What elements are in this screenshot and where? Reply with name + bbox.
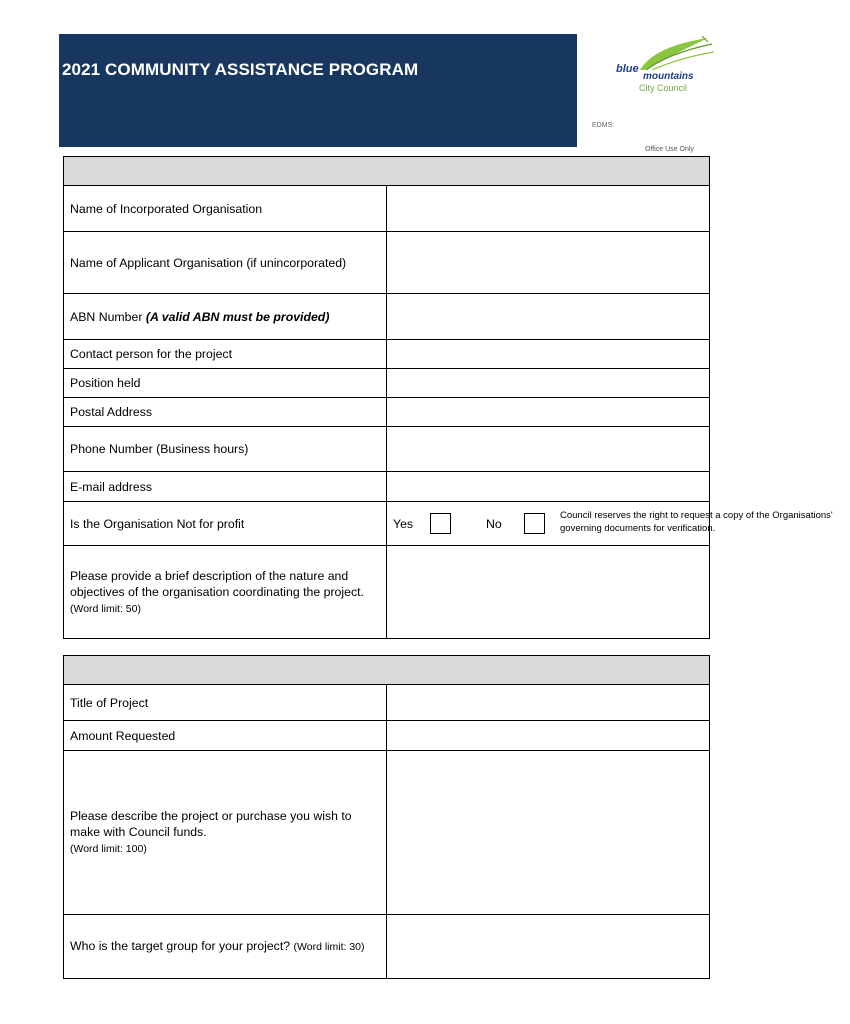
- yes-label: Yes: [393, 517, 414, 531]
- edms-label: EDMS:: [592, 122, 615, 129]
- page-title: 2021 COMMUNITY ASSISTANCE PROGRAM: [62, 60, 419, 79]
- logo-word-city-council: City Council: [639, 83, 688, 93]
- label-phone: Phone Number (Business hours): [64, 427, 387, 472]
- council-logo: [612, 36, 717, 100]
- field-org-description[interactable]: [387, 546, 710, 639]
- label-postal-address: Postal Address: [64, 398, 387, 427]
- title-banner: [59, 34, 577, 147]
- field-applicant-org[interactable]: [387, 232, 710, 294]
- label-amount-requested: Amount Requested: [64, 721, 387, 751]
- logo-word-mountains: mountains: [643, 71, 694, 82]
- field-project-title[interactable]: [387, 685, 710, 721]
- label-project-description: [64, 751, 387, 915]
- office-use-label: Office Use Only: [645, 146, 694, 153]
- label-applicant-org: Name of Applicant Organisation (if unincorporated): [64, 232, 387, 294]
- organisation-table: [63, 156, 833, 639]
- abn-label-text: ABN Number: [70, 309, 146, 324]
- logo-word-blue: blue: [616, 63, 639, 75]
- governing-documents-note: Council reserves the right to request a copy of the Organisations' governing documents for verification.: [560, 510, 833, 534]
- field-postal-address[interactable]: [387, 398, 710, 427]
- org-description-text: Please provide a brief description of the nature and objectives of the organisation coordinating the project.: [70, 568, 364, 599]
- field-position-held[interactable]: [387, 369, 710, 398]
- field-target-group[interactable]: [387, 915, 710, 979]
- label-target-group: [64, 915, 387, 979]
- field-incorporated-org[interactable]: [387, 186, 710, 232]
- no-label: No: [486, 517, 502, 531]
- label-org-description: [64, 546, 387, 639]
- no-checkbox[interactable]: [524, 513, 545, 534]
- label-incorporated-org: Name of Incorporated Organisation: [64, 186, 387, 232]
- label-contact-person: Contact person for the project: [64, 340, 387, 369]
- abn-requirement-note: (A valid ABN must be provided): [145, 309, 330, 324]
- label-position-held: Position held: [64, 369, 387, 398]
- target-group-text: Who is the target group for your project?: [70, 939, 294, 953]
- organisation-section-header: [64, 157, 710, 186]
- label-not-for-profit: Is the Organisation Not for profit: [64, 502, 387, 546]
- target-group-word-limit: (Word limit: 30): [293, 941, 365, 953]
- label-project-title: Title of Project: [64, 685, 387, 721]
- field-abn[interactable]: [387, 294, 710, 340]
- org-description-word-limit: (Word limit: 50): [70, 602, 141, 615]
- project-table: [63, 655, 710, 979]
- field-contact-person[interactable]: [387, 340, 710, 369]
- field-phone[interactable]: [387, 427, 710, 472]
- label-abn: [64, 294, 387, 340]
- project-description-word-limit: (Word limit: 100): [70, 843, 147, 855]
- not-for-profit-cell: [387, 502, 833, 546]
- yes-checkbox[interactable]: [430, 513, 451, 534]
- field-email[interactable]: [387, 472, 710, 502]
- field-amount-requested[interactable]: [387, 721, 710, 751]
- label-email: E-mail address: [64, 472, 387, 502]
- project-description-text: Please describe the project or purchase you wish to make with Council funds.: [70, 809, 352, 839]
- project-section-header: [64, 656, 710, 685]
- field-project-description[interactable]: [387, 751, 710, 915]
